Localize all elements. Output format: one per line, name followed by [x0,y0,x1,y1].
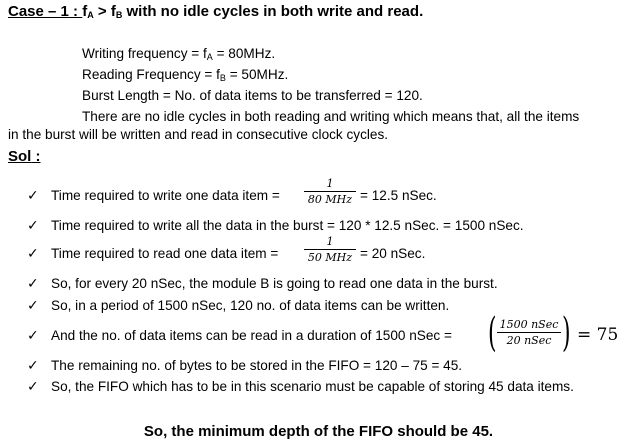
fb-subscript: B [115,10,123,20]
check-icon: ✓ [27,357,39,373]
bullet-write-all-text: Time required to write all the data in the burst = 120 * 12.5 nSec. = 1500 nSec. [51,218,524,233]
solution-colon: : [31,148,41,165]
fb-symbol: f [110,3,116,20]
fraction-write-time [304,177,356,208]
bullet-read-time-result: = 20 nSec. [360,246,426,261]
fraction-denominator: 80 MHz [307,193,353,206]
fraction-numerator: 1 [326,177,334,190]
burst-length-line: Burst Length = No. of data items to be transferred = 120. [82,88,423,103]
check-icon: ✓ [27,297,39,313]
idle-cycles-line-1: There are no idle cycles in both reading and writing which means that, all the items [82,109,580,124]
fraction-denominator: 50 MHz [307,251,353,264]
writing-frequency-subscript: A [206,52,213,62]
fa-symbol: f [82,3,88,20]
fraction-numerator: 1500 nSec [499,318,559,331]
bullet-fifo-capacity-text: So, the FIFO which has to be in this scenario must be capable of storing 45 data items. [51,379,574,394]
bullet-read-rate-text: So, for every 20 nSec, the module B is going to read one data in the burst. [51,276,498,291]
check-icon: ✓ [27,245,39,261]
title-rest: with no idle cycles in both write and read. [122,3,424,20]
writing-frequency-line [82,46,275,61]
bullet-write-time-text: Time required to write one data item = [51,188,280,203]
fraction-read-time [304,235,356,266]
idle-cycles-line-2: in the burst will be written and read in consecutive clock cycles. [8,127,389,142]
case-title [8,3,423,20]
bullet-read-count-result: = 75 [577,325,619,345]
reading-frequency-value: = 50MHz. [225,67,289,82]
writing-frequency-value: = 80MHz. [212,46,276,61]
fraction-numerator: 1 [326,235,334,248]
reading-frequency-subscript: B [219,73,226,83]
reading-frequency-line [82,67,288,82]
gt-symbol: > [93,3,111,20]
bullet-read-count-text: And the no. of data items can be read in a duration of 1500 nSec = [51,328,452,343]
conclusion-text: So, the minimum depth of the FIFO should be 45. [143,423,494,440]
solution-label: Sol [8,148,32,165]
fa-subscript: A [87,10,94,20]
reading-frequency-prefix: Reading Frequency = f [82,67,220,82]
bullet-written-count-text: So, in a period of 1500 nSec, 120 no. of data items can be written. [51,298,450,313]
bullet-remaining-text: The remaining no. of bytes to be stored in the FIFO = 120 – 75 = 45. [51,358,463,373]
bullet-write-time-result: = 12.5 nSec. [360,188,437,203]
bullet-read-time-text: Time required to read one data item = [51,246,279,261]
fraction-denominator: 20 nSec [506,334,552,347]
right-parenthesis: ) [562,310,571,356]
check-icon: ✓ [27,275,39,291]
case-colon: : [68,3,83,20]
check-icon: ✓ [27,327,39,343]
check-icon: ✓ [27,187,39,203]
left-parenthesis: ( [488,310,497,356]
check-icon: ✓ [27,378,39,394]
fraction-read-count [497,318,561,349]
case-label: Case – 1 [8,3,69,20]
check-icon: ✓ [27,217,39,233]
writing-frequency-prefix: Writing frequency = f [82,46,207,61]
solution-heading [8,148,41,165]
